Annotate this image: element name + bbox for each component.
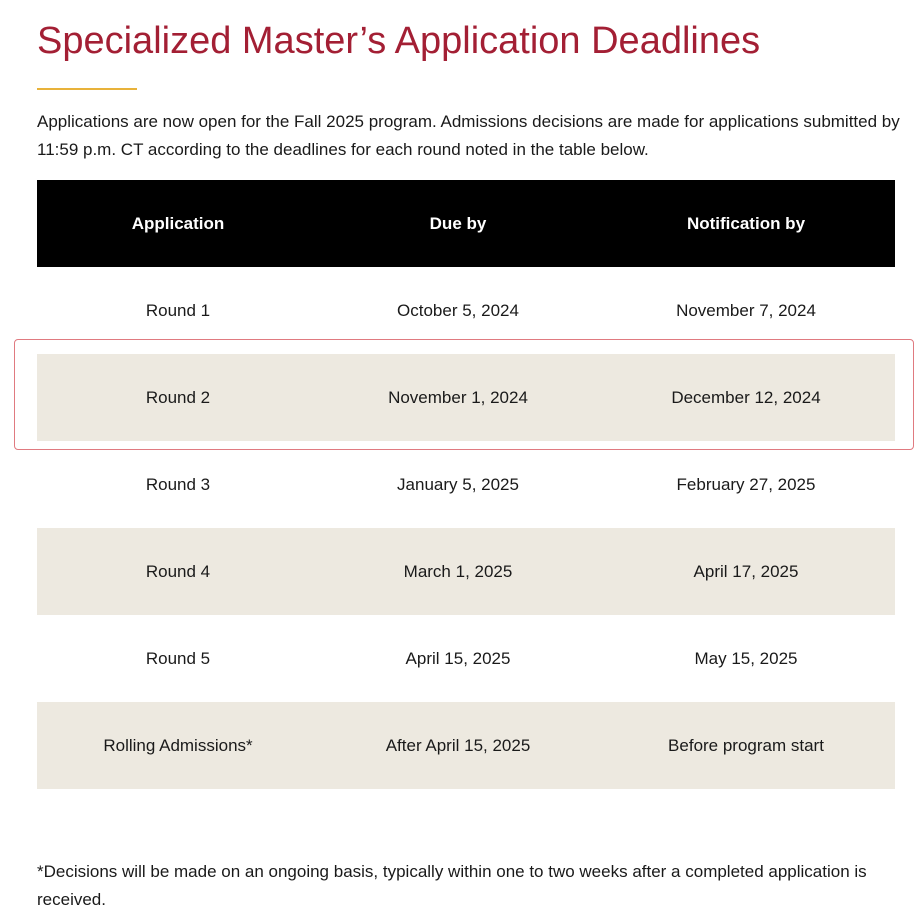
table-cell-application: Round 3	[145, 474, 211, 494]
table-row-round-5	[37, 615, 895, 702]
table-cell-application: Rolling Admissions*	[103, 735, 253, 755]
table-cell-notification-by: February 27, 2025	[676, 474, 816, 494]
table-header-row	[37, 180, 895, 267]
header-application: Application	[131, 213, 225, 233]
title-accent-rule	[37, 88, 137, 90]
table-cell-due-by: October 5, 2024	[397, 300, 519, 320]
header-due-by: Due by	[429, 213, 487, 233]
table-cell-notification-by: November 7, 2024	[676, 300, 816, 320]
table-cell-notification-by: December 12, 2024	[671, 387, 821, 407]
table-row-round-4	[37, 528, 895, 615]
table-cell-due-by: After April 15, 2025	[385, 735, 531, 755]
table-cell-application: Round 2	[145, 387, 211, 407]
table-cell-application: Round 5	[145, 648, 211, 668]
table-cell-notification-by: Before program start	[668, 735, 824, 755]
footnote: *Decisions will be made on an ongoing basis, typically within one to two weeks after a completed application is received.	[37, 862, 867, 909]
table-row-round-2	[37, 354, 895, 441]
table-cell-due-by: March 1, 2025	[403, 561, 513, 581]
deadlines-table	[37, 180, 895, 789]
table-cell-application: Round 1	[145, 300, 211, 320]
table-cell-due-by: April 15, 2025	[405, 648, 511, 668]
page-title: Specialized Master’s Application Deadlines	[37, 20, 761, 62]
table-cell-notification-by: April 17, 2025	[693, 561, 799, 581]
table-cell-due-by: January 5, 2025	[397, 474, 519, 494]
table-cell-notification-by: May 15, 2025	[694, 648, 798, 668]
table-row-round-3	[37, 441, 895, 528]
table-row-rolling-admissions	[37, 702, 895, 789]
table-cell-application: Round 4	[145, 561, 211, 581]
table-row-round-1	[37, 267, 895, 354]
header-notification-by: Notification by	[686, 213, 806, 233]
intro-paragraph: Applications are now open for the Fall 2025 program. Admissions decisions are made for applications submitted by 11:59 p.m. CT according to the deadlines for each round noted in the table below.	[37, 112, 900, 159]
table-cell-due-by: November 1, 2024	[388, 387, 528, 407]
